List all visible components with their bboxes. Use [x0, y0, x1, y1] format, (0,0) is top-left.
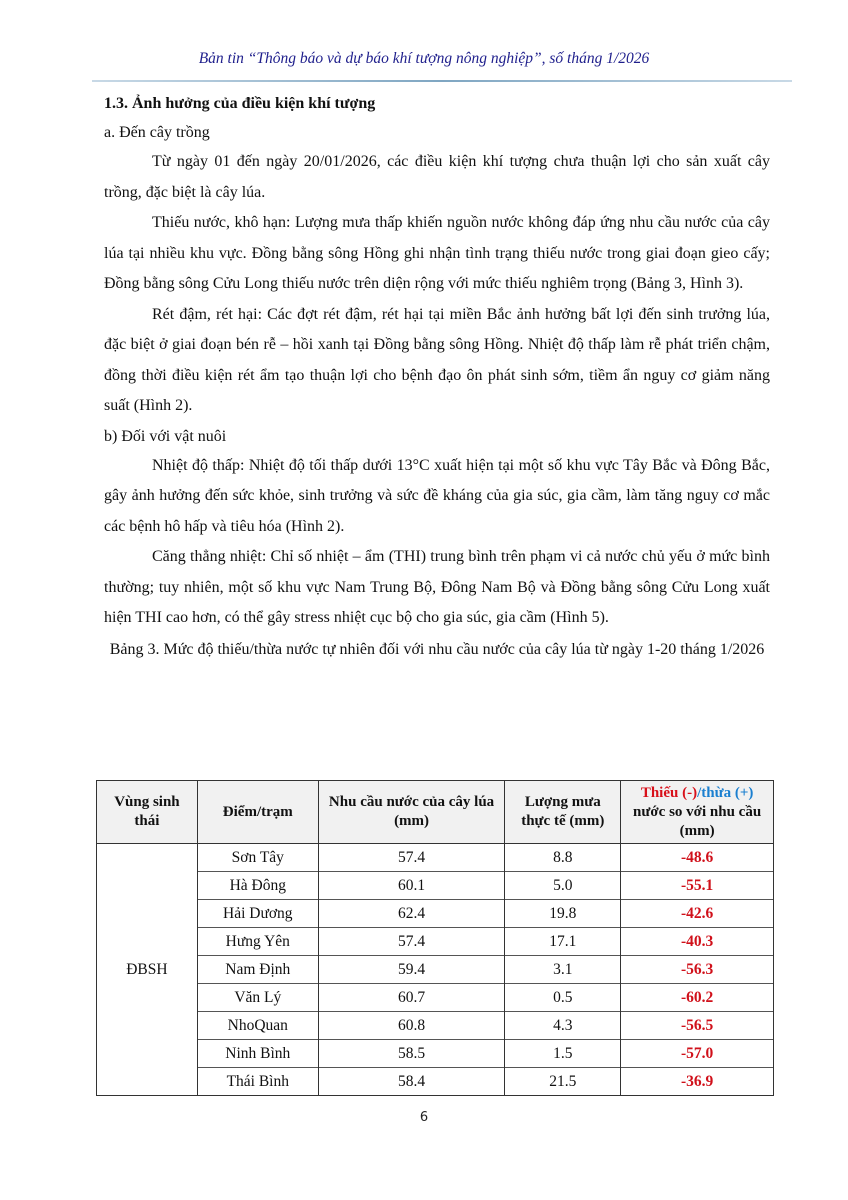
table-row [97, 872, 774, 900]
rain-cell: 1.5 [505, 1040, 621, 1068]
rain-cell: 5.0 [505, 872, 621, 900]
station-cell: Ninh Bình [197, 1040, 318, 1068]
table-row [97, 1012, 774, 1040]
table-caption: Bảng 3. Mức độ thiếu/thừa nước tự nhiên đối với nhu cầu nước của cây lúa từ ngày 1-20 tháng 1/2026 [109, 640, 765, 658]
difference-cell: -42.6 [621, 900, 774, 928]
station-cell: Hà Đông [197, 872, 318, 900]
difference-cell: -36.9 [621, 1068, 774, 1096]
station-cell: Hưng Yên [197, 928, 318, 956]
header-separator: / [697, 784, 702, 801]
station-cell: Văn Lý [197, 984, 318, 1012]
difference-cell: -57.0 [621, 1040, 774, 1068]
station-cell: NhoQuan [197, 1012, 318, 1040]
region-cell: ĐBSH [97, 844, 198, 1096]
rain-cell: 4.3 [505, 1012, 621, 1040]
demand-cell: 58.5 [318, 1040, 505, 1068]
difference-cell: -40.3 [621, 928, 774, 956]
header-deficit-label: Thiếu (-) [640, 784, 698, 801]
rain-cell: 3.1 [505, 956, 621, 984]
table-row [97, 956, 774, 984]
paragraph-b2: Căng thẳng nhiệt: Chỉ số nhiệt – ẩm (THI) trung bình trên phạm vi cả nước chủ yếu ở mức bình thường; tuy nhiên, một số khu vực Nam Trung Bộ, Đông Nam Bộ và Đồng bằng sông Cửu Long xuất hiện THI cao hơn, có thể gây stress nhiệt cục bộ cho gia súc, gia cầm (Hình 5). [104, 548, 770, 626]
table-row [97, 900, 774, 928]
header-region: Vùng sinh thái [97, 781, 198, 844]
table-row [97, 1068, 774, 1096]
demand-cell: 60.7 [318, 984, 505, 1012]
table-row [97, 984, 774, 1012]
paragraph-a2: Thiếu nước, khô hạn: Lượng mưa thấp khiến nguồn nước không đáp ứng nhu cầu nước của cây lúa tại nhiều khu vực. Đồng bằng sông Hồng ghi nhận tình trạng thiếu nước trong giai đoạn gieo cấy; Đồng bằng sông Cửu Long thiếu nước trên diện rộng với mức thiếu nghiêm trọng (Bảng 3, Hình 3). [104, 214, 770, 292]
difference-cell: -48.6 [621, 844, 774, 872]
demand-cell: 60.8 [318, 1012, 505, 1040]
rain-cell: 19.8 [505, 900, 621, 928]
demand-cell: 60.1 [318, 872, 505, 900]
station-cell: Hải Dương [197, 900, 318, 928]
rain-cell: 8.8 [505, 844, 621, 872]
demand-cell: 58.4 [318, 1068, 505, 1096]
rain-cell: 0.5 [505, 984, 621, 1012]
rain-cell: 21.5 [505, 1068, 621, 1096]
header-deficit [621, 781, 774, 844]
paragraph-a3: Rét đậm, rét hại: Các đợt rét đậm, rét hại tại miền Bắc ảnh hưởng bất lợi đến sinh trưởng lúa, đặc biệt ở giai đoạn bén rễ – hồi xanh tại Đồng bằng sông Hồng. Nhiệt độ thấp làm rễ phát triển chậm, đồng thời điều kiện rét ẩm tạo thuận lợi cho bệnh đạo ôn phát sinh sớm, tiềm ẩn nguy cơ giảm năng suất (Hình 2). [104, 305, 770, 414]
difference-cell: -56.3 [621, 956, 774, 984]
demand-cell: 59.4 [318, 956, 505, 984]
running-header: Bản tin “Thông báo và dự báo khí tượng nông nghiệp”, số tháng 1/2026 [198, 50, 650, 67]
header-rain: Lượng mưa thực tế (mm) [505, 781, 621, 844]
station-cell: Sơn Tây [197, 844, 318, 872]
water-balance-table [96, 780, 774, 1096]
station-cell: Thái Bình [197, 1068, 318, 1096]
demand-cell: 57.4 [318, 844, 505, 872]
table-body [97, 844, 774, 1096]
rain-cell: 17.1 [505, 928, 621, 956]
header-divider [92, 80, 792, 82]
header-surplus-label: thừa (+) [701, 784, 754, 801]
subsection-b-title: b) Đối với vật nuôi [104, 427, 227, 445]
difference-cell: -56.5 [621, 1012, 774, 1040]
table-row [97, 1040, 774, 1068]
page-number: 6 [419, 1110, 429, 1125]
table-header-row [97, 781, 774, 844]
page-content [104, 89, 770, 660]
header-deficit-desc: nước so với nhu cầu (mm) [633, 803, 762, 839]
paragraph-b1: Nhiệt độ thấp: Nhiệt độ tối thấp dưới 13°C xuất hiện tại một số khu vực Tây Bắc và Đông Bắc, gây ảnh hưởng đến sức khỏe, sinh trưởng và sức đề kháng của gia súc, gia cầm, làm tăng nguy cơ mắc các bệnh hô hấp và tiêu hóa (Hình 2). [104, 456, 770, 535]
table-row [97, 928, 774, 956]
paragraph-a1: Từ ngày 01 đến ngày 20/01/2026, các điều kiện khí tượng chưa thuận lợi cho sản xuất cây trồng, đặc biệt là cây lúa. [104, 153, 770, 201]
demand-cell: 57.4 [318, 928, 505, 956]
section-heading: 1.3. Ảnh hưởng của điều kiện khí tượng [104, 95, 376, 112]
table-row [97, 844, 774, 872]
demand-cell: 62.4 [318, 900, 505, 928]
difference-cell: -60.2 [621, 984, 774, 1012]
difference-cell: -55.1 [621, 872, 774, 900]
subsection-a-title: a. Đến cây trồng [104, 124, 210, 141]
header-station: Điểm/trạm [197, 781, 318, 844]
header-demand: Nhu cầu nước của cây lúa (mm) [318, 781, 505, 844]
station-cell: Nam Định [197, 956, 318, 984]
